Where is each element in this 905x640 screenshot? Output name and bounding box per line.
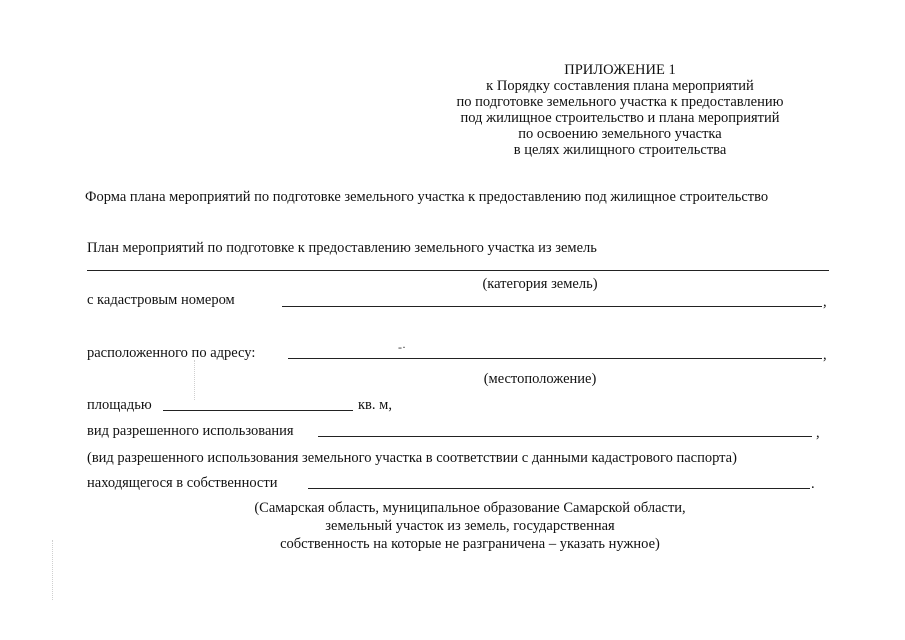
permitted-use-field[interactable]	[318, 436, 812, 437]
cadastral-end-mark: ,	[823, 294, 827, 310]
appendix-line-4: по освоению земельного участка	[518, 126, 722, 142]
appendix-line-3: под жилищное строительство и плана мероприятий	[460, 110, 780, 126]
appendix-line-5: в целях жилищного строительства	[513, 142, 727, 158]
permitted-use-label: вид разрешенного использования	[87, 423, 294, 439]
address-end-mark: ,	[823, 347, 827, 363]
ownership-label: находящегося в собственности	[87, 475, 278, 491]
plan-intro-text: План мероприятий по подготовке к предоставлению земельного участка из земель	[87, 240, 597, 256]
ownership-caption-line-1: (Самарская область, муниципальное образование Самарской области,	[254, 500, 686, 516]
land-category-field[interactable]	[87, 270, 829, 271]
ownership-caption-line-3: собственность на которые не разграничена – указать нужное)	[280, 536, 660, 552]
area-label: площадью	[87, 397, 152, 413]
area-field[interactable]	[163, 410, 353, 411]
cadastral-number-field[interactable]	[282, 306, 822, 307]
area-unit: кв. м,	[358, 397, 392, 413]
ownership-end-mark: .	[811, 476, 815, 492]
address-label: расположенного по адресу:	[87, 345, 256, 361]
ownership-field[interactable]	[308, 488, 810, 489]
appendix-line-1: к Порядку составления плана мероприятий	[486, 78, 754, 94]
permitted-use-caption: (вид разрешенного использования земельного участка в соответствии с данными кадастрового паспорта)	[87, 450, 737, 466]
ownership-caption-line-2: земельный участок из земель, государственная	[325, 518, 615, 534]
permitted-use-end-mark: ,	[816, 425, 820, 441]
scan-artifact	[194, 360, 196, 400]
appendix-line-2: по подготовке земельного участка к предоставлению	[456, 94, 784, 110]
pen-mark: -·	[398, 340, 406, 354]
land-category-caption: (категория земель)	[482, 276, 598, 292]
location-caption: (местоположение)	[483, 371, 597, 387]
cadastral-label: с кадастровым номером	[87, 292, 235, 308]
scan-artifact	[52, 540, 54, 600]
form-title: Форма плана мероприятий по подготовке земельного участка к предоставлению под жилищное строительство	[85, 189, 769, 205]
address-field[interactable]	[288, 358, 822, 359]
appendix-title: ПРИЛОЖЕНИЕ 1	[564, 62, 676, 78]
